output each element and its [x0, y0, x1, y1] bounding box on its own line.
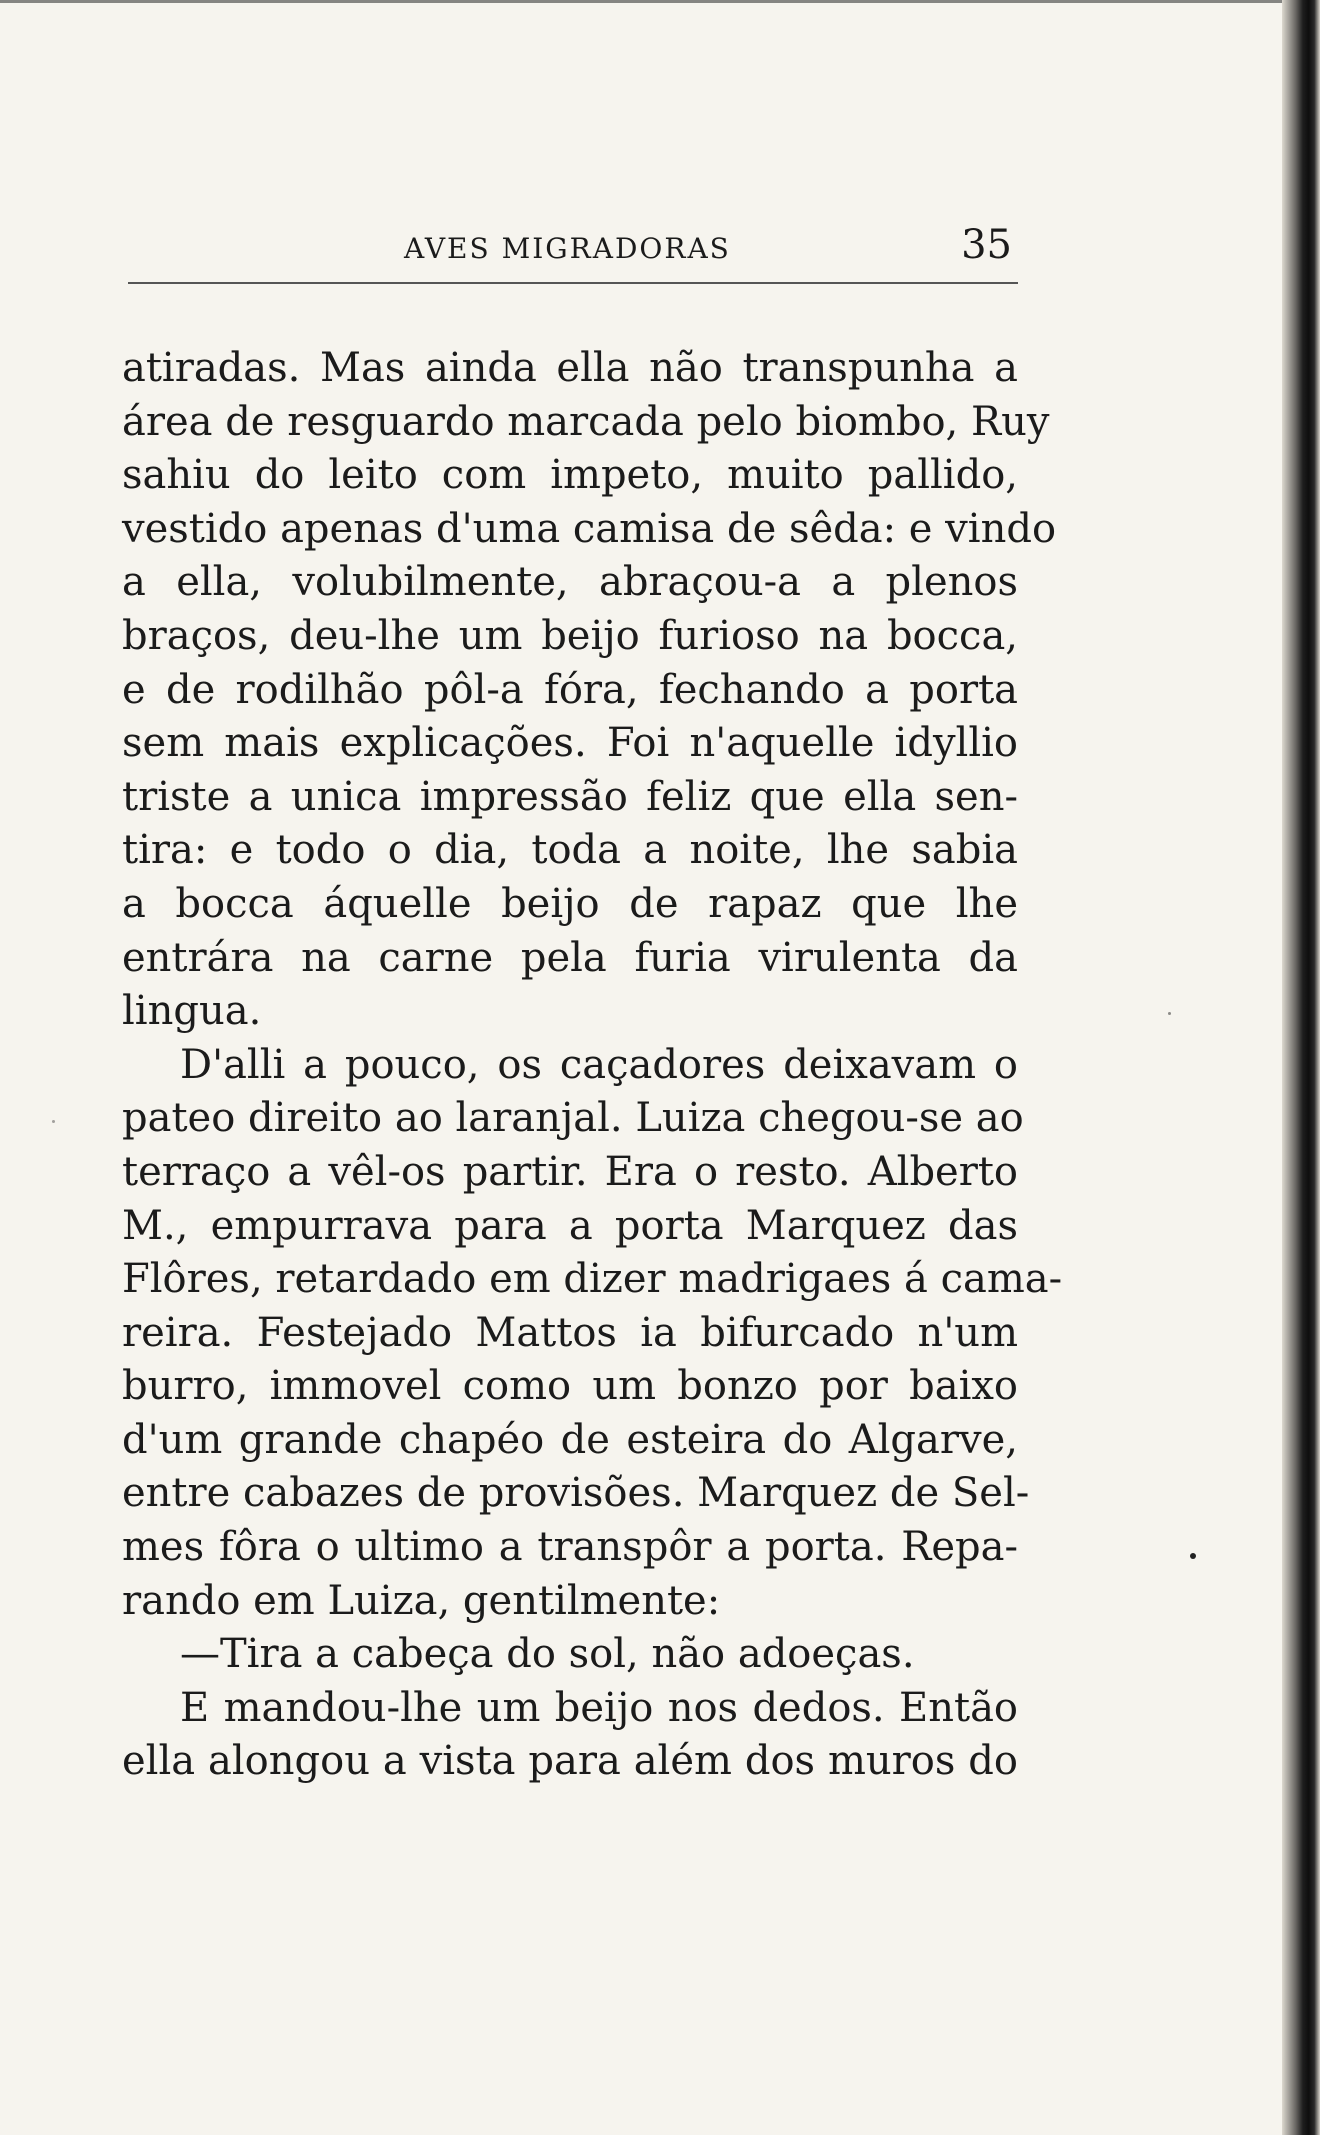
- text-line: e de rodilhão pôl-a fóra, fechando a porta: [122, 666, 1018, 713]
- text-line: M., empurrava para a porta Marquez das: [122, 1202, 1018, 1249]
- text-line: atiradas. Mas ainda ella não transpunha a: [122, 345, 1018, 391]
- text-line: D'alli a pouco, os caçadores deixavam o: [180, 1041, 1018, 1088]
- page-number: 35: [961, 222, 1012, 268]
- text-line: mes fôra o ultimo a transpôr a porta. Repa-: [122, 1524, 1018, 1571]
- text-line: braços, deu-lhe um beijo furioso na bocca,: [122, 612, 1018, 659]
- text-line: burro, immovel como um bonzo por baixo: [122, 1363, 1018, 1410]
- text-line: triste a unica impressão feliz que ella sen-: [122, 773, 1018, 820]
- text-line: reira. Festejado Mattos ia bifurcado n'um: [122, 1309, 1018, 1356]
- text-line: E mandou-lhe um beijo nos dedos. Então: [180, 1684, 1018, 1731]
- header-rule: [128, 282, 1018, 284]
- text-line: —Tira a cabeça do sol, não adoeças.: [180, 1631, 915, 1678]
- body-text: [122, 342, 1063, 1789]
- scan-speck: [52, 1120, 55, 1123]
- text-line: a bocca áquelle beijo de rapaz que lhe: [122, 880, 1018, 927]
- text-line: d'um grande chapéo de esteira do Algarve,: [122, 1416, 1018, 1463]
- scan-speck: [1168, 1012, 1171, 1015]
- text-line: pateo direito ao laranjal. Luiza chegou-se ao: [122, 1095, 1024, 1142]
- text-line: tira: e todo o dia, toda a noite, lhe sabia: [122, 827, 1018, 874]
- page-binding-edge: [1282, 0, 1320, 2135]
- text-line: ella alongou a vista para além dos muros do: [122, 1738, 1018, 1785]
- text-line: sahiu do leito com impeto, muito pallido,: [122, 452, 1018, 499]
- text-line: área de resguardo marcada pelo biombo, Ruy: [122, 398, 1050, 445]
- text-line: a ella, volubilmente, abraçou-a a plenos: [122, 559, 1018, 606]
- scan-top-edge: [0, 0, 1290, 3]
- text-line: lingua.: [122, 988, 262, 1035]
- text-line: entre cabazes de provisões. Marquez de Sel-: [122, 1470, 1030, 1517]
- text-line: rando em Luiza, gentilmente:: [122, 1577, 721, 1624]
- text-line: terraço a vêl-os partir. Era o resto. Alberto: [122, 1148, 1018, 1195]
- running-head: [122, 222, 1018, 272]
- scan-speck: [1190, 1553, 1196, 1559]
- text-line: vestido apenas d'uma camisa de sêda: e vindo: [122, 505, 1057, 552]
- text-line: Flôres, retardado em dizer madrigaes á cama-: [122, 1256, 1063, 1303]
- running-title: AVES MIGRADORAS: [404, 232, 731, 265]
- text-line: entrára na carne pela furia virulenta da: [122, 934, 1018, 981]
- text-line: sem mais explicações. Foi n'aquelle idyllio: [122, 720, 1018, 767]
